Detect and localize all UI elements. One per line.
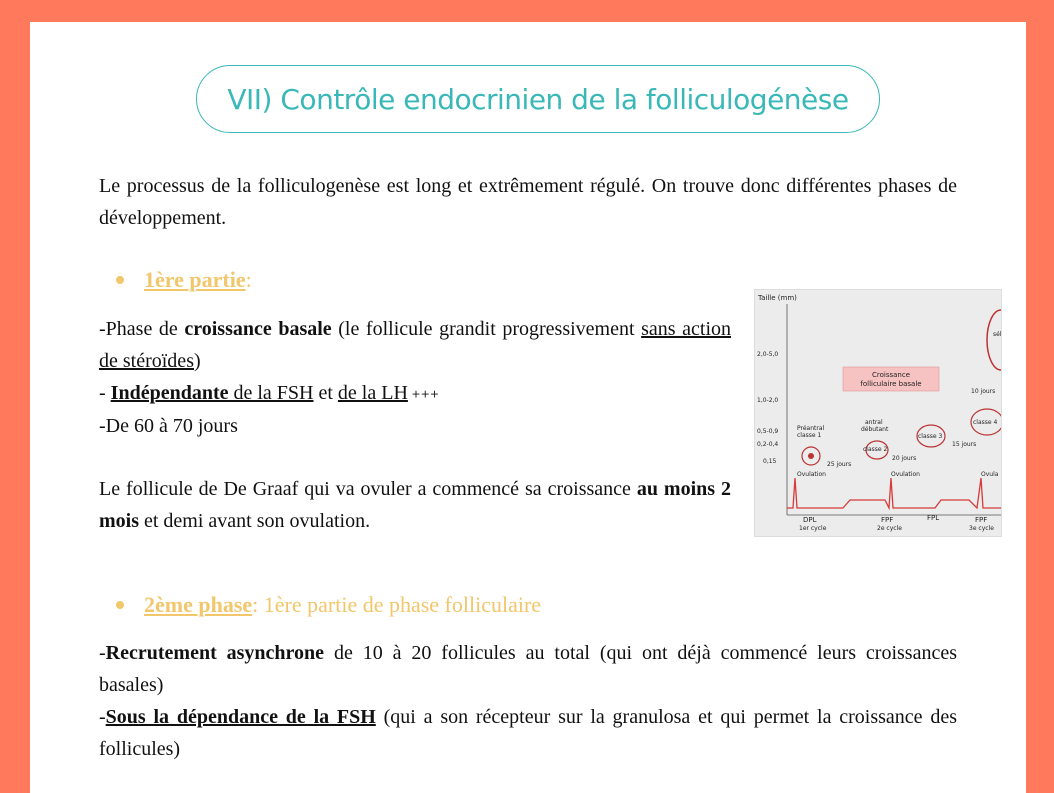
text: (le follicule grandit progressivement <box>331 318 642 340</box>
figure-label: 2e cycle <box>877 525 902 532</box>
figure-ytick: 0,5-0,9 <box>757 428 779 435</box>
figure-label: FPF <box>881 516 894 524</box>
text: -Phase de <box>99 318 185 340</box>
section1-body <box>99 313 731 442</box>
bold-text: Recrutement asynchrone <box>105 642 325 664</box>
underlined-text: de la LH <box>337 382 408 404</box>
box-label: folliculaire basale <box>860 380 922 388</box>
intro-paragraph: Le processus de la folliculogenèse est long et extrêmement régulé. On trouve donc différentes phases de développement. <box>99 175 957 229</box>
figure-label: Ovulation <box>797 471 826 478</box>
figure-ylabel: Taille (mm) <box>758 294 797 302</box>
figure-svg <box>755 290 1002 537</box>
figure-label: 1er cycle <box>799 525 827 532</box>
figure-label: DPL <box>803 516 817 524</box>
section1-heading-rest: : <box>245 267 252 292</box>
bullet-icon <box>116 601 124 609</box>
text: et demi avant son ovulation. <box>139 510 371 532</box>
figure-ytick: 0,15 <box>763 458 777 465</box>
figure-label: FPL <box>927 514 940 522</box>
figure-label: classe 4 <box>973 419 998 426</box>
bold-underlined-text: Indépendante <box>110 382 229 404</box>
text: (qui a son récepteur sur la granulosa et qui permet la croissance des follicules) <box>99 706 957 760</box>
figure-ytick: 0,2-0,4 <box>757 441 779 448</box>
follicle-icon <box>808 453 814 459</box>
section2-body <box>99 637 957 765</box>
figure-label: sél <box>993 331 1002 338</box>
section1-line1 <box>99 313 731 377</box>
figure-ytick: 2,0-5,0 <box>757 351 779 358</box>
plus-marks: +++ <box>407 387 440 401</box>
bold-text: au moins 2 mois <box>99 478 731 532</box>
box-label: Croissance <box>871 371 911 379</box>
figure-label: Ovulation <box>891 471 920 478</box>
section2-line2 <box>99 701 957 765</box>
text: Le follicule de De Graaf qui va ovuler a commencé sa croissance <box>99 478 637 500</box>
figure-label: classe 2 <box>863 446 888 453</box>
figure-ytick: 1,0-2,0 <box>757 397 779 404</box>
bold-text: croissance basale <box>184 318 332 340</box>
figure-label: FPF <box>975 516 988 524</box>
text: - <box>99 706 106 728</box>
section1-line2 <box>99 377 731 410</box>
document-page <box>30 22 1026 793</box>
figure-label: débutant <box>861 426 889 433</box>
section2-heading-link: 2ème phase <box>144 592 253 617</box>
figure-label: 20 jours <box>892 455 917 462</box>
folliculogenesis-figure <box>754 289 1002 537</box>
underlined-text: de la FSH <box>228 382 314 404</box>
section1-line3: -De 60 à 70 jours <box>99 415 238 438</box>
figure-label: classe 1 <box>797 432 822 439</box>
text: ) <box>193 350 201 372</box>
underlined-text: sans action de stéroïdes <box>99 318 732 372</box>
section1-heading <box>116 267 252 293</box>
text: et <box>313 382 338 404</box>
page-title: VII) Contrôle endocrinien de la folliculogénèse <box>227 82 849 116</box>
section1-heading-link: 1ère partie <box>144 267 246 292</box>
figure-label: 15 jours <box>952 441 977 448</box>
bullet-icon <box>116 276 124 284</box>
section2-line1 <box>99 637 957 701</box>
figure-label: antral <box>865 419 883 426</box>
figure-label: Préantral <box>797 425 825 432</box>
section2-heading-rest: : 1ère partie de phase folliculaire <box>252 592 542 617</box>
text: - <box>99 382 111 404</box>
figure-label: classe 3 <box>918 433 943 440</box>
title-box <box>196 65 880 133</box>
text: de 10 à 20 follicules au total (qui ont déjà commencé leurs croissances basales) <box>99 642 957 696</box>
figure-label: 25 jours <box>827 461 852 468</box>
section2-heading <box>116 592 541 618</box>
figure-label: 3e cycle <box>969 525 994 532</box>
figure-label: 10 jours <box>971 388 996 395</box>
text: - <box>99 642 106 664</box>
figure-label: Ovula <box>981 471 999 478</box>
section1-paragraph2 <box>99 473 731 537</box>
bold-underlined-text: Sous la dépendance de la FSH <box>105 706 376 728</box>
